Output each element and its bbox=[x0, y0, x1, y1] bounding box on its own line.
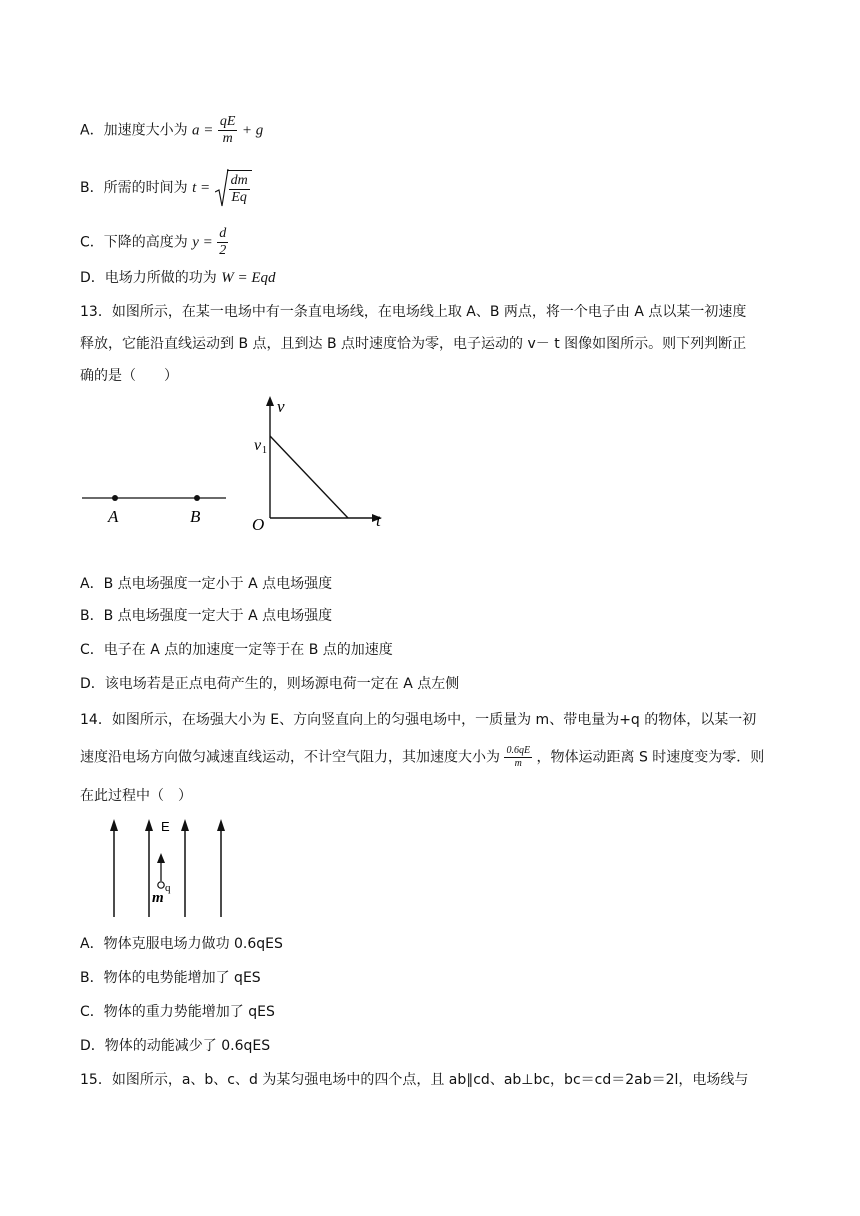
q12-option-b-denominator: Eq bbox=[231, 190, 247, 205]
q14-stem-line2-pre: 速度沿电场方向做匀减速直线运动，不计空气阻力，其加速度大小为 bbox=[80, 749, 500, 766]
q12-option-b-numerator: dm bbox=[230, 173, 248, 188]
q12-option-d-prefix: D．电场力所做的功为 bbox=[80, 270, 217, 286]
q14-option-c: C．物体的重力势能增加了 qES bbox=[80, 1004, 275, 1020]
q14-option-a: A．物体克服电场力做功 0.6qES bbox=[80, 936, 283, 952]
point-b-label: B bbox=[190, 507, 201, 526]
point-a-label: A bbox=[108, 507, 119, 526]
field-arrow-1-icon bbox=[110, 819, 118, 831]
q12-option-c-prefix: C．下降的高度为 bbox=[80, 234, 188, 251]
field-e-label: E bbox=[161, 819, 170, 834]
q14-field-figure bbox=[100, 815, 240, 920]
q12-option-b-lhs: t = bbox=[192, 180, 211, 196]
sqrt-sign-icon bbox=[215, 168, 229, 208]
q12-option-c-denominator: 2 bbox=[219, 243, 227, 258]
q13-vt-graph bbox=[248, 394, 398, 534]
q12-option-d bbox=[80, 268, 276, 288]
q14-stem-line2 bbox=[80, 745, 764, 770]
q12-option-d-expr: W = Eqd bbox=[221, 270, 276, 286]
q12-option-a-lhs: a = bbox=[192, 122, 214, 139]
v1-label: v bbox=[254, 437, 262, 454]
point-a-dot bbox=[112, 495, 118, 501]
q14-acceleration-denominator: m bbox=[514, 758, 522, 769]
q12-option-b bbox=[80, 170, 252, 206]
q14-stem-line1: 14．如图所示，在场强大小为 E、方向竖直向上的匀强电场中，一质量为 m、带电量为+q 的物体，以某一初 bbox=[80, 712, 757, 728]
mass-m-label: m bbox=[152, 890, 164, 906]
q12-option-a-prefix: A．加速度大小为 bbox=[80, 122, 188, 139]
q12-option-b-prefix: B．所需的时间为 bbox=[80, 180, 188, 196]
velocity-line bbox=[270, 436, 348, 518]
v1-subscript: 1 bbox=[262, 445, 267, 456]
q15-stem-line1: 15．如图所示，a、b、c、d 为某匀强电场中的四个点，且 ab∥cd、ab⊥bc，bc＝cd＝2ab＝2l，电场线与 bbox=[80, 1072, 749, 1088]
q12-option-a-numerator: qE bbox=[219, 114, 236, 129]
q12-option-c-fraction bbox=[217, 226, 228, 259]
q14-stem-line2-post: ，物体运动距离 S 时速度变为零．则 bbox=[536, 749, 765, 766]
q13-option-b: B．B 点电场强度一定大于 A 点电场强度 bbox=[80, 608, 333, 624]
q12-option-c bbox=[80, 226, 228, 259]
field-arrow-4-icon bbox=[217, 819, 225, 831]
q14-acceleration-numerator: 0.6qE bbox=[506, 745, 531, 756]
q13-stem bbox=[80, 296, 780, 392]
q12-option-b-sqrt bbox=[215, 170, 252, 206]
q12-option-c-lhs: y = bbox=[192, 234, 213, 251]
charged-object-dot bbox=[158, 882, 164, 888]
q13-stem-line2: 释放，它能沿直线运动到 B 点，且到达 B 点时速度恰为零，电子运动的 v－ t 图像如图所示。则下列判断正 bbox=[80, 336, 747, 352]
q12-option-b-fraction bbox=[229, 173, 250, 206]
velocity-arrow-icon bbox=[157, 853, 165, 863]
q13-field-line-figure bbox=[80, 480, 240, 530]
q12-option-a-tail: + g bbox=[241, 122, 264, 139]
field-arrow-3-icon bbox=[181, 819, 189, 831]
q12-option-a bbox=[80, 114, 263, 147]
q12-option-c-numerator: d bbox=[219, 226, 227, 241]
q13-option-c: C．电子在 A 点的加速度一定等于在 B 点的加速度 bbox=[80, 642, 393, 658]
q12-option-a-denominator: m bbox=[222, 131, 233, 146]
v-axis-arrow-icon bbox=[266, 396, 274, 406]
q12-option-a-fraction bbox=[218, 114, 238, 147]
q14-option-b: B．物体的电势能增加了 qES bbox=[80, 970, 261, 986]
q14-option-d: D．物体的动能减少了 0.6qES bbox=[80, 1038, 271, 1054]
field-arrow-2-icon bbox=[145, 819, 153, 831]
q13-option-d: D．该电场若是正点电荷产生的，则场源电荷一定在 A 点左侧 bbox=[80, 676, 460, 692]
q13-option-a: A．B 点电场强度一定小于 A 点电场强度 bbox=[80, 576, 333, 592]
v-axis-label: v bbox=[277, 397, 285, 416]
q13-stem-line1: 13．如图所示，在某一电场中有一条直电场线，在电场线上取 A、B 两点，将一个电子由 A 点以某一初速度 bbox=[80, 304, 747, 320]
charge-q-label: q bbox=[165, 882, 171, 894]
origin-label: O bbox=[252, 515, 265, 534]
q14-stem-line3: 在此过程中（ ） bbox=[80, 788, 192, 804]
point-b-dot bbox=[194, 495, 200, 501]
q14-acceleration-fraction bbox=[504, 745, 532, 770]
t-axis-label: t bbox=[376, 511, 381, 530]
q13-stem-line3: 确的是（ ） bbox=[80, 368, 178, 384]
